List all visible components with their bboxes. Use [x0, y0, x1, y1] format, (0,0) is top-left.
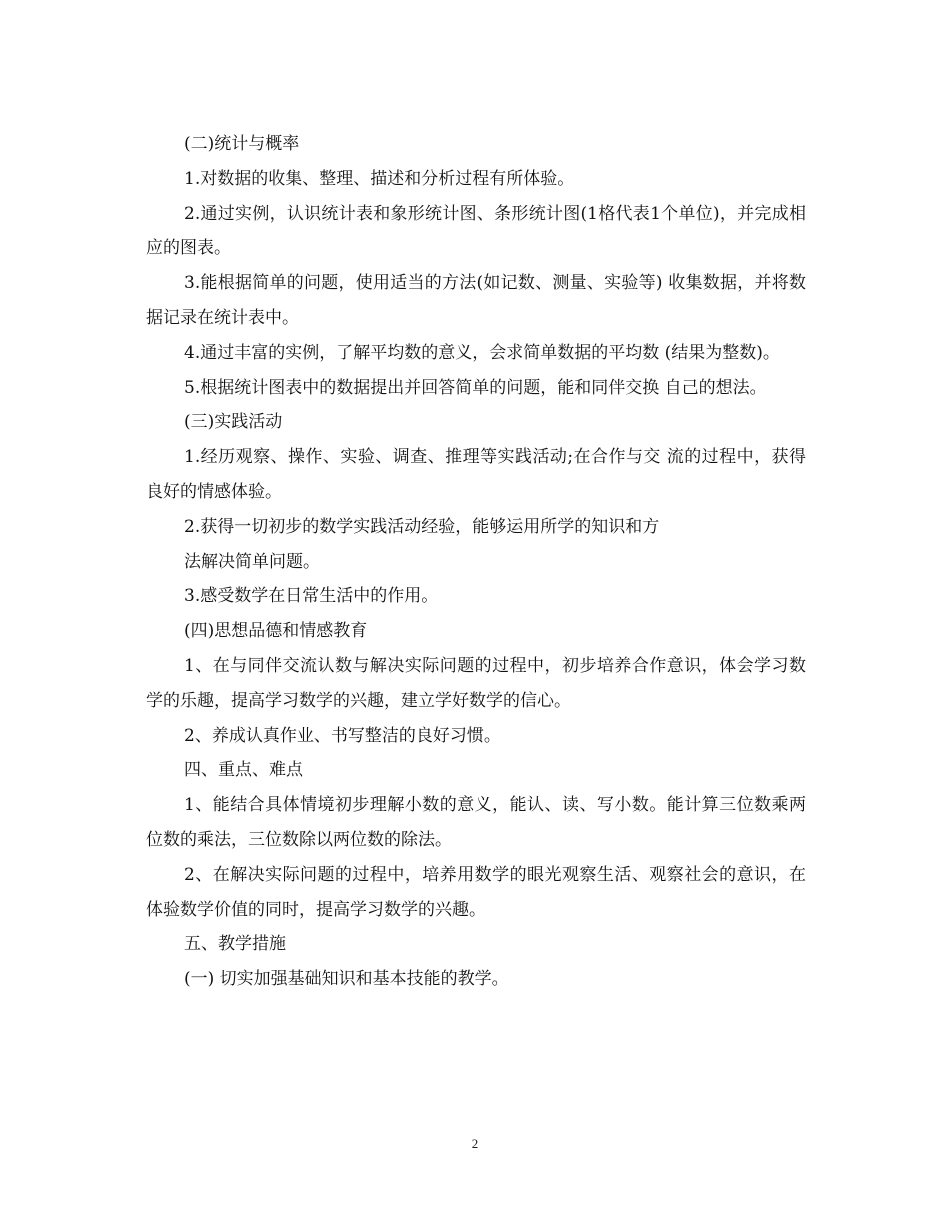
paragraph: 3.能根据简单的问题，使用适当的方法(如记数、测量、实验等) 收集数据，并将数据记录在统计表中。	[146, 273, 806, 328]
paragraph: 2.通过实例，认识统计表和象形统计图、条形统计图(1格代表1个单位)，并完成相应的图表。	[146, 203, 806, 259]
section-heading-practice: (三)实践活动	[184, 412, 283, 433]
paragraph: 1.对数据的收集、整理、描述和分析过程有所体验。	[184, 168, 575, 189]
paragraph: (一) 切实加强基础知识和基本技能的教学。	[184, 969, 509, 990]
paragraph: 2.获得一切初步的数学实践活动经验，能够运用所学的知识和方	[184, 516, 660, 537]
paragraph: 1、在与同伴交流认数与解决实际问题的过程中，初步培养合作意识，体会学习数学的乐趣，提高学习数学的兴趣，建立学好数学的信心。	[146, 655, 806, 711]
paragraph: 1、能结合具体情境初步理解小数的意义，能认、读、写小数。能计算三位数乘两位数的乘法，三位数除以两位数的除法。	[146, 795, 806, 850]
paragraph: 5.根据统计图表中的数据提出并回答简单的问题，能和同伴交换 自己的想法。	[184, 377, 767, 398]
section-heading-statistics: (二)统计与概率	[184, 134, 300, 154]
section-heading-teaching-measures: 五、教学措施	[184, 934, 286, 955]
section-heading-key-points: 四、重点、难点	[184, 760, 303, 781]
document-body	[146, 127, 806, 997]
paragraph: 4.通过丰富的实例，了解平均数的意义，会求简单数据的平均数 (结果为整数)。	[184, 342, 780, 363]
section-heading-moral-education: (四)思想品德和情感教育	[184, 621, 368, 642]
paragraph: 3.感受数学在日常生活中的作用。	[184, 586, 439, 607]
paragraph: 2、养成认真作业、书写整洁的良好习惯。	[184, 725, 501, 746]
paragraph-continuation: 法解决简单问题。	[184, 551, 320, 572]
paragraph: 1.经历观察、操作、实验、调查、推理等实践活动;在合作与交 流的过程中，获得良好的情感体验。	[146, 447, 806, 502]
page-number: 2	[471, 1136, 479, 1151]
paragraph: 2、在解决实际问题的过程中，培养用数学的眼光观察生活、观察社会的意识，在体验数学价值的同时，提高学习数学的兴趣。	[146, 864, 806, 920]
